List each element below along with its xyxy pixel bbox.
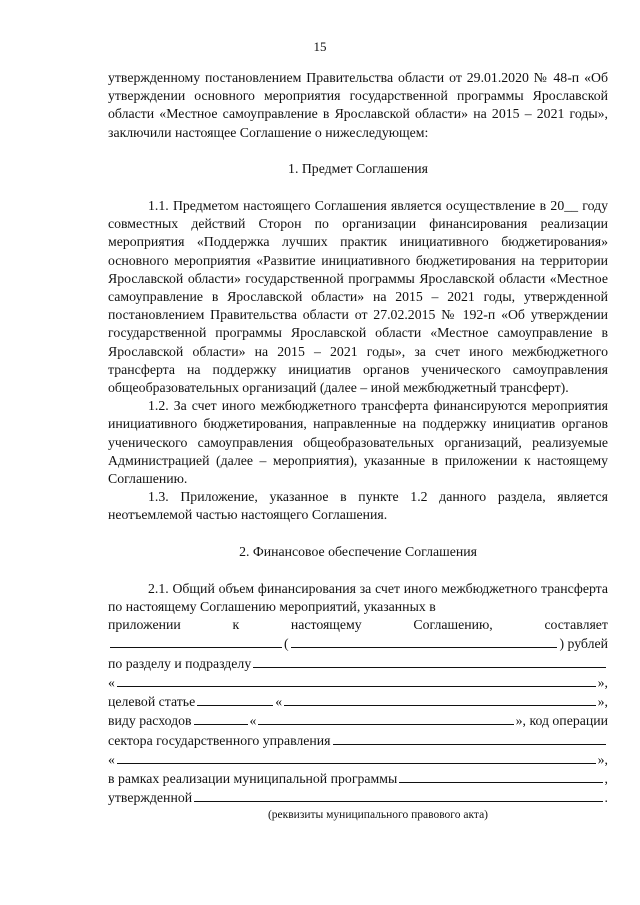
clause-1-3: 1.3. Приложение, указанное в пункте 1.2 данного раздела, является неотъемлемой частью настоящего Соглашения. bbox=[108, 489, 608, 523]
celevoy-line: целевой статье « », bbox=[108, 694, 608, 710]
sektora-line: сектора государственного управления bbox=[108, 731, 608, 750]
vidu-line: виду расходов « », код операции bbox=[108, 713, 608, 729]
amount-words-blank[interactable] bbox=[291, 634, 558, 648]
clause-2-1-text: 2.1. Общий объем финансирования за счет иного межбюджетного трансферта по настоящему Соглашению мероприятий, указанных в bbox=[108, 580, 608, 615]
amount-line: ( ) рублей bbox=[108, 634, 608, 653]
celevoy-code-blank[interactable] bbox=[197, 692, 273, 706]
section-1-heading: 1. Предмет Соглашения bbox=[288, 160, 428, 176]
sektora-blank[interactable] bbox=[333, 731, 606, 745]
vidu-code-blank[interactable] bbox=[194, 711, 248, 725]
program-line: в рамках реализации муниципальной программы , bbox=[108, 770, 608, 786]
razdel-line: по разделу и подразделу bbox=[108, 654, 608, 673]
clause-1-1: 1.1. Предметом настоящего Соглашения является осуществление в 20__ году совместных действий Сторон по организации финансирования реализации мероприятия «Поддержка лучших практик инициативного бюджетирования» основного мероприятия «Развитие инициативного бюджетирования на территории Ярославской области» государственной программы Ярославской области «Местное самоуправление в Ярославской области» на 2015 – 2021 годы, утвержденной постановлением Правительства области от 27.02.2015 № 192-п «Об утверждении государственной программы Ярославской области «Местное самоуправление в Ярославской области» на 2015 – 2021 годы», за счет иного межбюджетного трансферта на поддержку инициатив органов ученического самоуправления общеобразовательных организаций (далее – иной межбюджетный трансферт). bbox=[108, 198, 608, 396]
sektora-name-blank[interactable] bbox=[117, 750, 596, 764]
amount-blank[interactable] bbox=[110, 634, 282, 648]
program-blank[interactable] bbox=[399, 769, 602, 783]
document-body bbox=[108, 69, 608, 823]
clause-2-1-spread-line: приложении к настоящему Соглашению, составляет bbox=[108, 617, 608, 633]
approved-blank[interactable] bbox=[194, 788, 602, 802]
page-number: 15 bbox=[313, 39, 327, 54]
razdel-blank[interactable] bbox=[253, 654, 606, 668]
razdel-name-blank[interactable] bbox=[117, 673, 596, 687]
clause-1-2: 1.2. За счет иного межбюджетного трансферта финансируются мероприятия инициативного бюджетирования, направленные на поддержку инициатив органов ученического самоуправления общеобразовательных организаций, реализуемые Администрацией (далее – мероприятия), указанные в приложении к настоящему Соглашению. bbox=[108, 398, 608, 487]
intro-paragraph: утвержденному постановлением Правительства области от 29.01.2020 № 48-п «Об утверждении основного мероприятия государственной программы Ярославской области «Местное самоуправление в Ярославской области» на 2015 – 2021 годы», заключили настоящее Соглашение о нижеследующем: bbox=[108, 70, 608, 140]
razdel-name-line: « », bbox=[108, 674, 608, 690]
sektora-name-line: « », bbox=[108, 751, 608, 767]
approved-caption: (реквизиты муниципального правового акта) bbox=[267, 809, 489, 822]
approved-line: утвержденной . bbox=[108, 790, 608, 806]
vidu-name-blank[interactable] bbox=[258, 711, 513, 725]
section-2-heading: 2. Финансовое обеспечение Соглашения bbox=[239, 543, 477, 559]
celevoy-name-blank[interactable] bbox=[284, 692, 596, 706]
